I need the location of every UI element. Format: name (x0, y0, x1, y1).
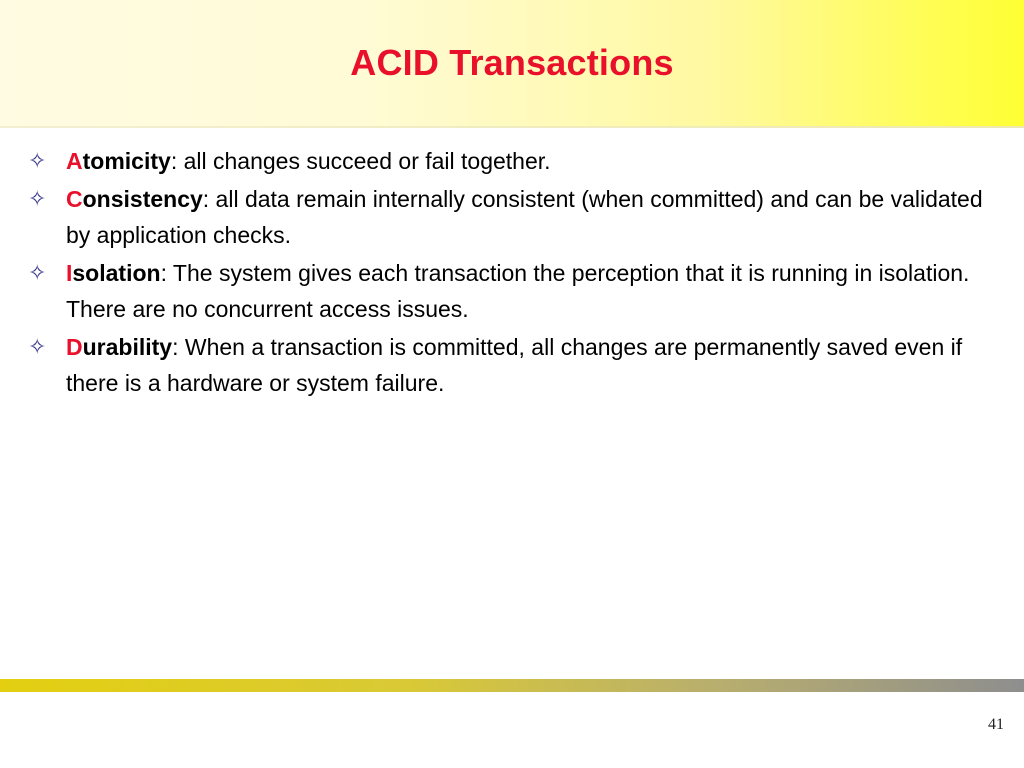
four-pointed-star-icon: ✧ (28, 149, 47, 174)
term-initial: C (66, 186, 83, 212)
slide-title: ACID Transactions (350, 42, 674, 83)
term-rest: solation (72, 260, 161, 286)
bullet-text: : all data remain internally consistent (when committed) and can be validated by application checks. (66, 186, 983, 248)
term-initial: I (66, 260, 73, 286)
footer-bar (0, 679, 1024, 692)
term-initial: D (66, 334, 83, 360)
bullet-isolation (0, 255, 1024, 327)
bullet-consistency (0, 181, 1024, 253)
bullet-atomicity (0, 143, 1024, 179)
page-number: 41 (988, 716, 1004, 733)
term-rest: tomicity (82, 148, 171, 174)
term-initial: A (66, 148, 83, 174)
four-pointed-star-icon: ✧ (28, 261, 47, 286)
bullet-text: : When a transaction is committed, all changes are permanently saved even if there is a hardware or system failure. (66, 334, 963, 396)
bullet-text: : all changes succeed or fail together. (170, 148, 551, 174)
term-rest: urability (82, 334, 173, 360)
four-pointed-star-icon: ✧ (28, 187, 47, 212)
bullet-list (0, 143, 1024, 403)
four-pointed-star-icon: ✧ (28, 335, 47, 360)
bullet-durability (0, 329, 1024, 401)
term-rest: onsistency (82, 186, 203, 212)
bullet-text: : The system gives each transaction the perception that it is running in isolation. There are no concurrent access issues. (66, 260, 970, 322)
